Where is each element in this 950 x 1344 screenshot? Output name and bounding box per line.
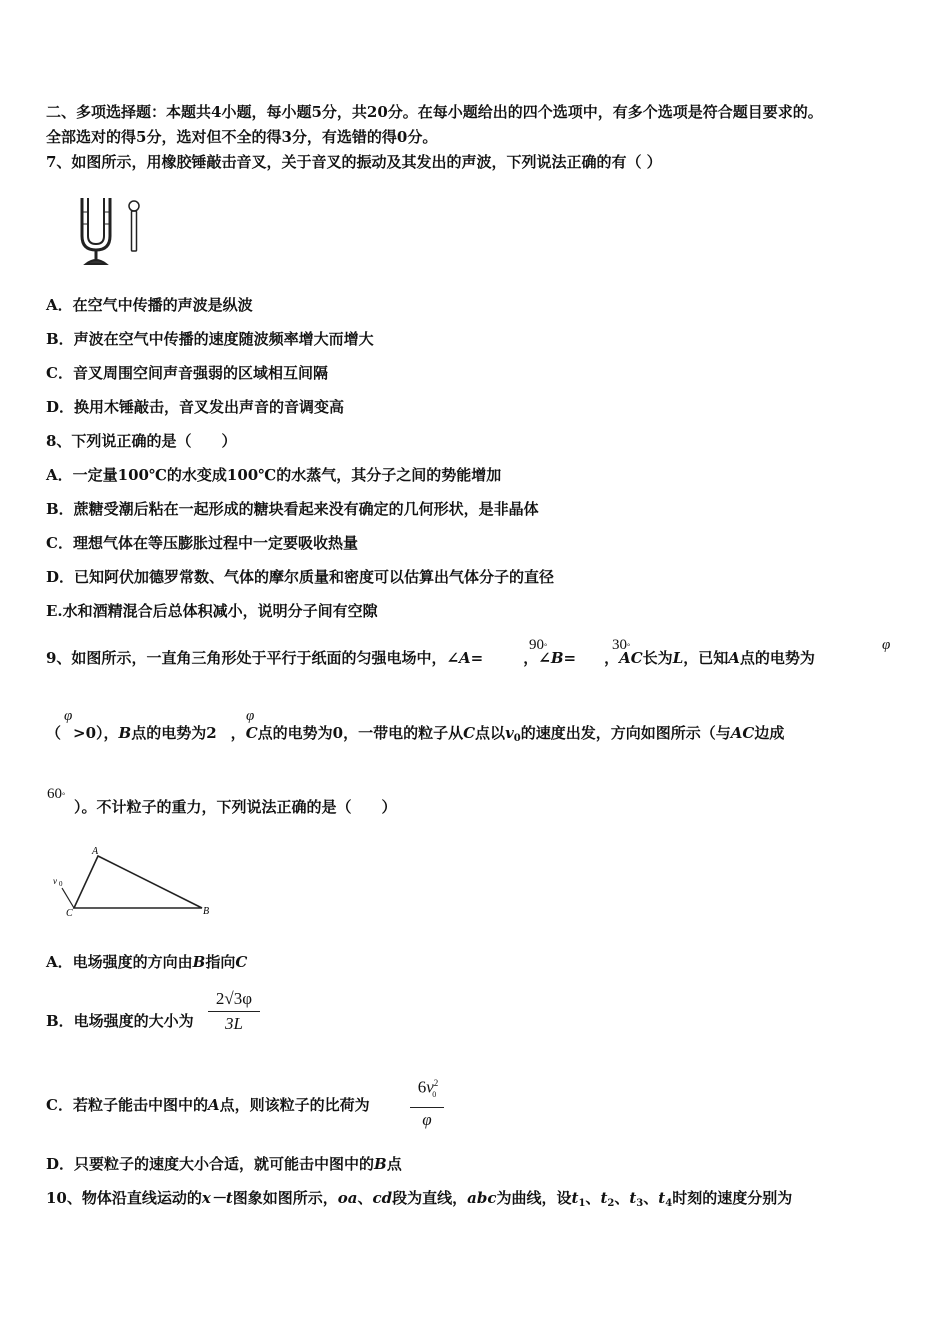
rubber-mallet-icon: [129, 201, 139, 251]
q9-stem-line2: （ >0），B点的电势为2 ，C点的电势为0，一带电的粒子从C点以$v_0$的速度出发，方向如图所示（与AC边成: [46, 724, 785, 744]
q9-option-d: D．只要粒子的速度大小合适，就可能击中图中的B点: [46, 1155, 402, 1173]
q7-option-c: C．音叉周围空间声音强弱的区域相互间隔: [46, 364, 328, 382]
q9-stem-line1: 9、如图所示，一直角三角形处于平行于纸面的匀强电场中，∠A= ，∠B= ，AC长为L，已知A点的电势为: [46, 649, 815, 667]
q8-option-d: D．已知阿伏加德罗常数、气体的摩尔质量和密度可以估算出气体分子的直径: [46, 568, 555, 586]
q8-option-b: B．蔗糖受潮后粘在一起形成的糖块看起来没有确定的几何形状，是非晶体: [46, 500, 539, 518]
label-c: C: [66, 908, 73, 919]
q9-option-c-fraction: $6v^2_0$ φ: [410, 1072, 444, 1131]
q9-option-c: C．若粒子能击中图中的A点，则该粒子的比荷为: [46, 1096, 370, 1114]
q9-option-b-fraction: 2√3φ 3L: [208, 988, 260, 1035]
q10-stem: 10、物体沿直线运动的x－t图象如图所示，oa、cd段为直线，abc为曲线，设$t_1$、$t_2$、$t_3$、$t_4$时刻的速度分别为: [46, 1189, 793, 1209]
q9-angle-b-value: 30°: [612, 637, 631, 653]
q9-angle-c-value: 60°: [47, 786, 66, 802]
q9-stem-line3: ）。不计粒子的重力，下列说法正确的是（ ）: [74, 798, 397, 816]
label-b: B: [203, 906, 210, 917]
q7-option-d: D．换用木锤敲击，音叉发出声音的音调变高: [46, 398, 345, 416]
q9-phi-positive: φ: [64, 708, 73, 724]
q7-option-b: B．声波在空气中传播的速度随波频率增大而增大: [46, 330, 374, 348]
q9-triangle-figure: [50, 844, 220, 920]
q9-option-b: B．电场强度的大小为: [46, 1012, 194, 1030]
q9-phi-b: φ: [246, 708, 255, 724]
q8-stem: 8、下列说正确的是（ ）: [46, 432, 237, 450]
q7-option-a: A．在空气中传播的声波是纵波: [46, 296, 253, 314]
triangle-abc: [74, 856, 202, 908]
q9-phi-symbol: φ: [882, 637, 891, 653]
q9-angle-a-value: 90°: [529, 637, 548, 653]
label-a: A: [92, 846, 99, 857]
label-v: v: [53, 876, 57, 886]
q7-stem: 7、如图所示，用橡胶锤敲击音叉，关于音叉的振动及其发出的声波，下列说法正确的有（ ）: [46, 153, 662, 171]
tuning-fork-figure: [76, 192, 146, 270]
section-header-line2: 全部选对的得5分，选对但不全的得3分，有选错的得0分。: [46, 128, 438, 146]
tuning-fork-icon: [82, 198, 110, 264]
q8-option-c: C．理想气体在等压膨胀过程中一定要吸收热量: [46, 534, 358, 552]
q8-option-e: E.水和酒精混合后总体积减小，说明分子间有空隙: [46, 602, 378, 620]
q9-option-a: A．电场强度的方向由B指向C: [46, 953, 248, 971]
velocity-arrow: [62, 888, 74, 908]
section-header-line1: 二、多项选择题：本题共4小题，每小题5分，共20分。在每小题给出的四个选项中，有多个选项是符合题目要求的。: [46, 103, 823, 121]
label-v-sub: 0: [59, 880, 63, 888]
q8-option-a: A．一定量100℃的水变成100℃的水蒸气，其分子之间的势能增加: [46, 466, 502, 484]
